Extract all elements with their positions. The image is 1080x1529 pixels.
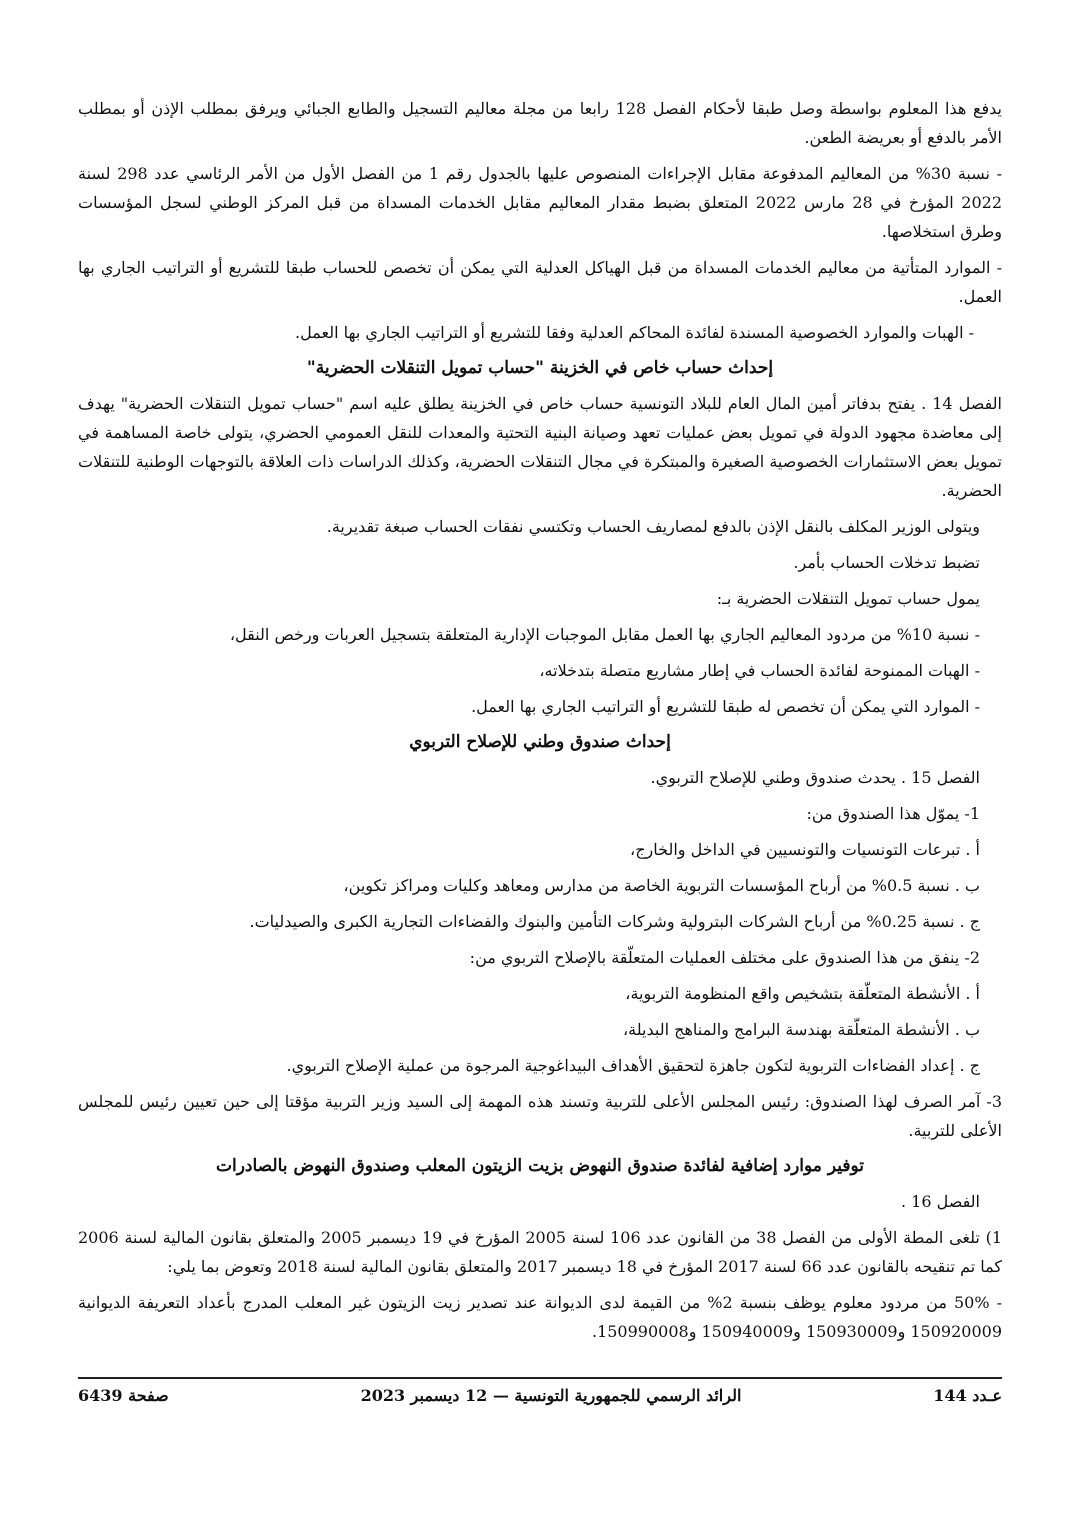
paragraph-item-b-private-schools: ب . نسبة 0.5% من أرباح المؤسسات التربوية الخاصة من مدارس ومعاهد وكليات ومراكز تكوين، xyxy=(343,876,980,895)
article-16: الفصل 16 . xyxy=(900,1192,980,1211)
footer-divider xyxy=(78,1377,1002,1379)
section-heading-olive-oil-fund: توفير موارد إضافية لفائدة صندوق النهوض بزيت الزيتون المعلب وصندوق النهوض بالصادرات xyxy=(216,1156,864,1176)
paragraph-minister-authorization: ويتولى الوزير المكلف بالنقل الإذن بالدفع لمصاريف الحساب وتكتسي نفقات الحساب صبغة تقديرية. xyxy=(326,517,980,536)
paragraph-bullet-50-percent: - 50% من مردود معلوم يوظف بنسبة 2% من القيمة لدى الديوانة عند تصدير زيت الزيتون غير المعلب المدرج بأعداد التعريفة الديوانية 150920009 و150930009 و150940009 و150990008. xyxy=(78,1293,1002,1341)
paragraph-funding-sources: 1- يموّل هذا الصندوق من: xyxy=(806,804,980,823)
paragraph-decree: تضبط تدخلات الحساب بأمر. xyxy=(793,553,980,572)
footer-journal-title: الرائد الرسمي للجمهورية التونسية — 12 ديسمبر 2023 xyxy=(360,1386,742,1405)
article-14: الفصل 14 . يفتح بدفاتر أمين المال العام للبلاد التونسية حساب خاص في الخزينة يطلق عليه اسم "حساب تمويل التنقلات الحضرية" يهدف إلى معاضدة مجهود الدولة في تمويل بعض عمليات تعهد وصيانة البنية التحتية والمعدات للنقل العمومي الحضري، يتولى خاصة المساهمة في تمويل بعض الاستثمارات الخصوصية الصغيرة والمبتكرة في مجال التنقلات الحضرية، وكذلك الدراسات ذات العلاقة بالتوجهات الوطنية للتنقلات الحضرية. xyxy=(78,394,1002,500)
paragraph-item-c-companies: ج . نسبة 0.25% من أرباح الشركات البترولية وشركات التأمين والبنوك والفضاءات التجارية الكبرى والصيدليات. xyxy=(249,912,980,931)
paragraph-bullet-grants: - الهبات الممنوحة لفائدة الحساب في إطار مشاريع متصلة بتدخلاته، xyxy=(539,661,980,680)
paragraph-spend-b-programs: ب . الأنشطة المتعلّقة بهندسة البرامج والمناهج البديلة، xyxy=(623,1020,980,1039)
section-heading-education-fund: إحداث صندوق وطني للإصلاح التربوي xyxy=(409,732,671,752)
paragraph-bullet-10-percent: - نسبة 10% من مردود المعاليم الجاري بها العمل مقابل الموجبات الإدارية المتعلقة بتسجيل العربات ورخص النقل، xyxy=(229,625,980,644)
paragraph-bullet-resources: - الموارد التي يمكن أن تخصص له طبقا للتشريع أو التراتيب الجاري بها العمل. xyxy=(471,697,980,716)
article-15: الفصل 15 . يحدث صندوق وطني للإصلاح التربوي. xyxy=(650,768,980,787)
paragraph-item-a-donations: أ . تبرعات التونسيات والتونسيين في الداخل والخارج، xyxy=(630,840,980,859)
section-heading-urban-transport: إحداث حساب خاص في الخزينة "حساب تمويل التنقلات الحضرية" xyxy=(306,358,774,378)
page-footer xyxy=(78,1386,1002,1405)
paragraph-bullet-30-percent: - نسبة 30% من المعاليم المدفوعة مقابل الإجراءات المنصوص عليها بالجدول رقم 1 من الفصل الأول من الأمر الرئاسي عدد 298 لسنة 2022 المؤرخ في 28 مارس 2022 المتعلق بضبط مقدار المعاليم مقابل الخدمات المسداة من قبل المركز الوطني لسجل المؤسسات وطرق استخلاصها. xyxy=(78,164,1003,241)
footer-issue-number: عـدد 144 xyxy=(933,1386,1002,1405)
paragraph-spend-a-diagnosis: أ . الأنشطة المتعلّقة بتشخيص واقع المنظومة التربوية، xyxy=(625,984,980,1003)
document-body xyxy=(78,94,1002,1346)
paragraph-repeal-clause: 1) تلغى المطة الأولى من الفصل 38 من القانون عدد 106 لسنة 2005 المؤرخ في 19 ديسمبر 2005 والمتعلق بقانون المالية لسنة 2006 كما تم تنقيحه بالقانون عدد 66 لسنة 2017 المؤرخ في 18 ديسمبر 2017 والمتعلق بقانون المالية لسنة 2018 وتعوض بما يلي: xyxy=(78,1228,1003,1276)
paragraph-bullet-judicial-resources: - الموارد المتأتية من معاليم الخدمات المسداة من قبل الهياكل العدلية التي يمكن أن تخصص للحساب طبقا للتشريع أو التراتيب الجاري بها العمل. xyxy=(78,258,1002,306)
paragraph-authorizing-officer: 3- آمر الصرف لهذا الصندوق: رئيس المجلس الأعلى للتربية وتسند هذه المهمة إلى السيد وزير التربية مؤقتا إلى حين تعيين رئيس للمجلس الأعلى للتربية. xyxy=(78,1092,1002,1140)
paragraph-fee-payment: يدفع هذا المعلوم بواسطة وصل طبقا لأحكام الفصل 128 رابعا من مجلة معاليم التسجيل والطابع الجبائي ويرفق بمطلب الإذن أو بمطلب الأمر بالدفع أو بعريضة الطعن. xyxy=(78,99,1003,147)
paragraph-bullet-donations: - الهبات والموارد الخصوصية المسندة لفائدة المحاكم العدلية وفقا للتشريع أو التراتيب الجاري بها العمل. xyxy=(295,323,974,342)
paragraph-funding-intro: يمول حساب تمويل التنقلات الحضرية بـ: xyxy=(716,589,980,608)
paragraph-spending-intro: 2- ينفق من هذا الصندوق على مختلف العمليات المتعلّقة بالإصلاح التربوي من: xyxy=(469,948,980,967)
paragraph-spend-c-facilities: ج . إعداد الفضاءات التربوية لتكون جاهزة لتحقيق الأهداف البيداغوجية المرجوة من عملية الإصلاح التربوي. xyxy=(286,1056,980,1075)
footer-page-number: صفحة 6439 xyxy=(78,1386,169,1405)
